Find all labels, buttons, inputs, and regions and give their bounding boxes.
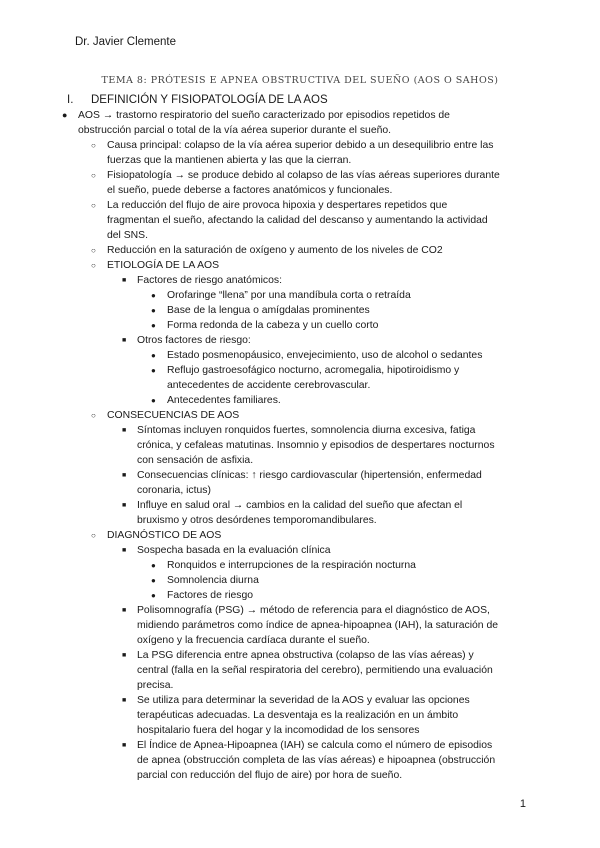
- list-item-text: del SNS.: [107, 230, 149, 241]
- list-item-line: [55, 528, 525, 543]
- list-item-line: [55, 723, 525, 738]
- bullet-marker: ■: [122, 472, 127, 479]
- list-item-text: obstrucción parcial o total de la vía aérea superior durante el sueño.: [78, 125, 392, 136]
- bullet-marker: ■: [122, 502, 127, 509]
- list-item-text: parcial con reducción del flujo de aire) por hora de sueño.: [137, 770, 403, 781]
- bullet-marker: ○: [91, 246, 96, 255]
- list-item-line: [55, 558, 525, 573]
- list-item-text: terapéuticas adecuadas. La desventaja es la realización en un ámbito: [137, 710, 459, 721]
- list-item-line: [55, 498, 525, 513]
- list-item-line: [55, 168, 525, 183]
- bullet-list: [55, 108, 525, 783]
- list-item-text: fragmentan el sueño, afectando la calidad del descanso y aumentando la actividad: [107, 215, 488, 226]
- list-item-text: oxígeno y la frecuencia cardíaca durante el sueño.: [137, 635, 370, 646]
- list-item-text: Factores de riesgo anatómicos:: [137, 275, 282, 286]
- list-item-line: [55, 288, 525, 303]
- list-item-line: [55, 753, 525, 768]
- bullet-marker: ○: [91, 171, 96, 180]
- list-item-text: La reducción del flujo de aire provoca hipoxia y despertares repetidos que: [107, 200, 448, 211]
- list-item-text: El Índice de Apnea-Hipoapnea (IAH) se calcula como el número de episodios: [137, 740, 493, 751]
- bullet-marker: ■: [122, 337, 127, 344]
- list-item-text: Reflujo gastroesofágico nocturno, acromegalia, hipotiroidismo y: [167, 365, 460, 376]
- list-item-line: [55, 423, 525, 438]
- list-item-line: [55, 513, 525, 528]
- bullet-marker: ■: [122, 607, 127, 614]
- list-item-text: hospitalario fuera del hogar y la incomodidad de los sensores: [137, 725, 420, 736]
- list-item-text: Reducción en la saturación de oxígeno y aumento de los niveles de CO2: [107, 245, 443, 256]
- list-item-line: [55, 588, 525, 603]
- list-item-line: [55, 768, 525, 783]
- list-item-text: CONSECUENCIAS DE AOS: [107, 410, 240, 421]
- list-item-text: Ronquidos e interrupciones de la respiración nocturna: [167, 560, 416, 571]
- bullet-marker: ●: [151, 591, 156, 600]
- list-item-line: [55, 438, 525, 453]
- list-item-line: [55, 693, 525, 708]
- page-number: 1: [519, 798, 526, 810]
- topic-title: TEMA 8: PRÓTESIS E APNEA OBSTRUCTIVA DEL SUEÑO (AOS O SAHOS): [101, 75, 499, 86]
- bullet-marker: ○: [91, 201, 96, 210]
- list-item-text: Causa principal: colapso de la vía aérea superior debido a un desequilibrio entre las: [107, 140, 494, 151]
- list-item-text: con sensación de asfixia.: [137, 455, 254, 466]
- bullet-marker: ●: [62, 110, 68, 120]
- list-item-text: Fisiopatología → se produce debido al colapso de las vías aéreas superiores durante: [107, 170, 500, 181]
- list-item-line: [55, 678, 525, 693]
- bullet-marker: ○: [91, 411, 96, 420]
- bullet-marker: ●: [151, 351, 156, 360]
- section-title: DEFINICIÓN Y FISIOPATOLOGÍA DE LA AOS: [91, 94, 328, 106]
- list-item-text: precisa.: [137, 680, 174, 691]
- list-item-line: [55, 348, 525, 363]
- list-item-line: [55, 273, 525, 288]
- list-item-text: La PSG diferencia entre apnea obstructiva (colapso de las vías aéreas) y: [137, 650, 474, 661]
- document-body: [55, 92, 525, 783]
- list-item-line: [55, 408, 525, 423]
- list-item-line: [55, 393, 525, 408]
- section-heading: [55, 92, 525, 108]
- list-item-line: [55, 228, 525, 243]
- section-number: I.: [67, 94, 74, 106]
- bullet-marker: ●: [151, 576, 156, 585]
- list-item-text: Antecedentes familiares.: [167, 395, 281, 406]
- list-item-text: Síntomas incluyen ronquidos fuertes, somnolencia diurna excesiva, fatiga: [137, 425, 476, 436]
- bullet-marker: ■: [122, 652, 127, 659]
- bullet-marker: ●: [151, 321, 156, 330]
- list-item-text: el sueño, puede deberse a factores anatómicos y funcionales.: [107, 185, 393, 196]
- list-item-line: [55, 453, 525, 468]
- list-item-line: [55, 378, 525, 393]
- author-name: Dr. Javier Clemente: [75, 36, 176, 48]
- list-item-text: AOS → trastorno respiratorio del sueño caracterizado por episodios repetidos de: [78, 110, 450, 121]
- list-item-text: Polisomnografía (PSG) → método de referencia para el diagnóstico de AOS,: [137, 605, 490, 616]
- list-item-line: [55, 138, 525, 153]
- list-item-text: de apnea (obstrucción completa de las vías aéreas) e hipoapnea (obstrucción: [137, 755, 496, 766]
- bullet-marker: ○: [91, 531, 96, 540]
- list-item-text: bruxismo y otros desórdenes temporomandibulares.: [137, 515, 377, 526]
- list-item-line: [55, 258, 525, 273]
- list-item-line: [55, 303, 525, 318]
- list-item-line: [55, 663, 525, 678]
- list-item-line: [55, 318, 525, 333]
- list-item-line: [55, 333, 525, 348]
- bullet-marker: ■: [122, 277, 127, 284]
- list-item-text: ETIOLOGÍA DE LA AOS: [107, 260, 220, 271]
- list-item-text: Somnolencia diurna: [167, 575, 259, 586]
- list-item-text: Sospecha basada en la evaluación clínica: [137, 545, 331, 556]
- list-item-text: Base de la lengua o amígdalas prominentes: [167, 305, 370, 316]
- bullet-marker: ■: [122, 427, 127, 434]
- list-item-text: central (falla en la señal respiratoria del cerebro), permitiendo una evaluación: [137, 665, 493, 676]
- list-item-line: [55, 573, 525, 588]
- bullet-marker: ●: [151, 561, 156, 570]
- bullet-marker: ■: [122, 697, 127, 704]
- list-item-text: Orofaringe “llena” por una mandíbula corta o retraída: [167, 290, 411, 301]
- list-item-text: fuerzas que la mantienen abierta y las que la cierran.: [107, 155, 352, 166]
- list-item-line: [55, 243, 525, 258]
- list-item-line: [55, 603, 525, 618]
- list-item-line: [55, 108, 525, 123]
- list-item-line: [55, 483, 525, 498]
- list-item-line: [55, 183, 525, 198]
- list-item-line: [55, 468, 525, 483]
- list-item-line: [55, 738, 525, 753]
- list-item-text: Otros factores de riesgo:: [137, 335, 251, 346]
- list-item-text: Consecuencias clínicas: ↑ riesgo cardiovascular (hipertensión, enfermedad: [137, 470, 482, 481]
- list-item-text: Se utiliza para determinar la severidad de la AOS y evaluar las opciones: [137, 695, 470, 706]
- bullet-marker: ○: [91, 141, 96, 150]
- list-item-text: Estado posmenopáusico, envejecimiento, uso de alcohol o sedantes: [167, 350, 483, 361]
- list-item-line: [55, 123, 525, 138]
- bullet-marker: ■: [122, 742, 127, 749]
- bullet-marker: ●: [151, 291, 156, 300]
- list-item-text: Forma redonda de la cabeza y un cuello corto: [167, 320, 379, 331]
- bullet-marker: ○: [91, 261, 96, 270]
- list-item-line: [55, 363, 525, 378]
- list-item-text: midiendo parámetros como índice de apnea-hipoapnea (IAH), la saturación de: [137, 620, 498, 631]
- bullet-marker: ●: [151, 396, 156, 405]
- list-item-text: Influye en salud oral → cambios en la calidad del sueño que afectan el: [137, 500, 463, 511]
- list-item-line: [55, 648, 525, 663]
- bullet-marker: ■: [122, 547, 127, 554]
- list-item-text: coronaria, ictus): [137, 485, 211, 496]
- list-item-line: [55, 198, 525, 213]
- list-item-text: crónica, y cefaleas matutinas. Insomnio y episodios de despertares nocturnos: [137, 440, 495, 451]
- list-item-line: [55, 543, 525, 558]
- list-item-line: [55, 618, 525, 633]
- list-item-text: DIAGNÓSTICO DE AOS: [107, 530, 222, 541]
- list-item-text: Factores de riesgo: [167, 590, 254, 601]
- list-item-line: [55, 153, 525, 168]
- bullet-marker: ●: [151, 366, 156, 375]
- list-item-text: antecedentes de accidente cerebrovascular.: [167, 380, 371, 391]
- bullet-marker: ●: [151, 306, 156, 315]
- list-item-line: [55, 213, 525, 228]
- list-item-line: [55, 633, 525, 648]
- list-item-line: [55, 708, 525, 723]
